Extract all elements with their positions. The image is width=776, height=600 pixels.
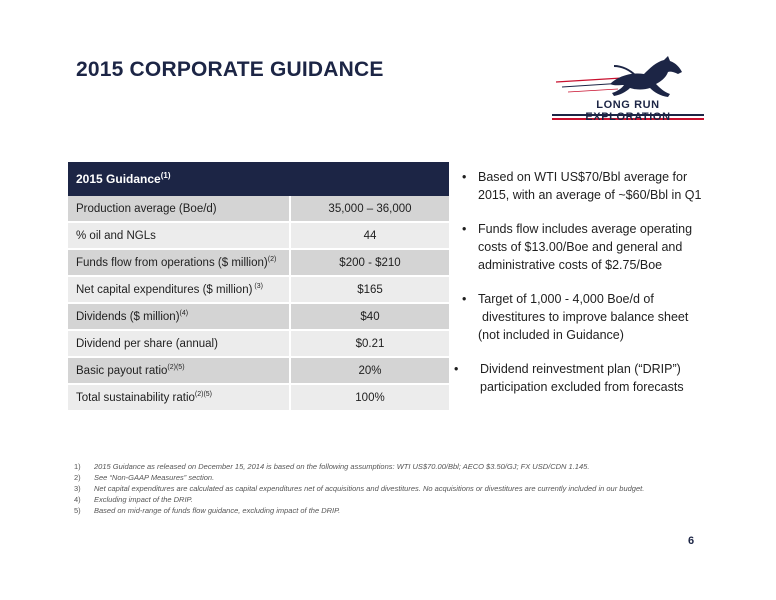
company-logo xyxy=(552,54,704,124)
footnote: 5) Based on mid-range of funds flow guidance, excluding impact of the DRIP. xyxy=(74,506,341,515)
logo-text: LONG RUN EXPLORATION xyxy=(585,99,671,123)
bullet-item: • Based on WTI US$70/Bbl average for 2015, with an average of ~$60/Bbl in Q1 xyxy=(462,170,702,202)
bullet-dot-icon: • xyxy=(462,170,467,184)
footnotes xyxy=(74,461,724,516)
table-header-row xyxy=(68,162,449,196)
row-value: 35,000 – 36,000 xyxy=(290,196,449,222)
bullet-dot-icon: • xyxy=(462,222,467,236)
table-row xyxy=(68,276,449,303)
row-value: $40 xyxy=(290,303,449,330)
row-label: Production average (Boe/d) xyxy=(68,196,290,222)
row-value: 20% xyxy=(290,357,449,384)
footnote: 3) Net capital expenditures are calculated as capital expenditures net of acquisitions and divestitures. No acquisitions or divestitures are currently included in our budget. xyxy=(74,484,645,493)
footnote: 1) 2015 Guidance as released on December 15, 2014 is based on the following assumptions: WTI US$70.00/Bbl; AECO $3.50/GJ; FX USD/CDN 1.145. xyxy=(74,462,590,471)
bullet-item: • Dividend reinvestment plan (“DRIP”) participation excluded from forecasts xyxy=(454,362,684,394)
row-label: % oil and NGLs xyxy=(68,222,290,249)
table-row xyxy=(68,222,449,249)
bullet-item: • Funds flow includes average operating costs of $13.00/Boe and general and administrative costs of $2.75/Boe xyxy=(462,222,693,272)
row-label: Funds flow from operations ($ million)$^{(2)}$ xyxy=(68,249,290,276)
bullet-item: • Target of 1,000 - 4,000 Boe/d of divestitures to improve balance sheet (not included in Guidance) xyxy=(462,292,689,342)
table-row xyxy=(68,303,449,330)
table-header: 2015 Guidance$^{(1)}$ xyxy=(68,162,449,196)
footnote: 4) Excluding impact of the DRIP. xyxy=(74,495,193,504)
row-label: Net capital expenditures ($ million) $^{(3)}$ xyxy=(68,276,290,303)
page-title: 2015 CORPORATE GUIDANCE xyxy=(76,58,384,81)
guidance-bullets xyxy=(454,168,727,412)
row-value: 44 xyxy=(290,222,449,249)
bullet-dot-icon: • xyxy=(454,362,459,376)
row-label: Dividends ($ million)$^{(4)}$ xyxy=(68,303,290,330)
row-label: Basic payout ratio$^{(2)(5)}$ xyxy=(68,357,290,384)
row-label: Total sustainability ratio$^{(2)(5)}$ xyxy=(68,384,290,411)
table-row xyxy=(68,357,449,384)
table-row xyxy=(68,384,449,411)
row-label: Dividend per share (annual) xyxy=(68,330,290,357)
footnote: 2) See “Non-GAAP Measures” section. xyxy=(74,473,215,482)
bullet-dot-icon: • xyxy=(462,292,467,306)
table-row xyxy=(68,330,449,357)
table-row xyxy=(68,249,449,276)
row-value: $0.21 xyxy=(290,330,449,357)
row-value: $200 - $210 xyxy=(290,249,449,276)
table-row xyxy=(68,196,449,222)
row-value: $165 xyxy=(290,276,449,303)
row-value: 100% xyxy=(290,384,449,411)
page-number: 6 xyxy=(688,535,695,547)
guidance-table xyxy=(68,162,449,412)
